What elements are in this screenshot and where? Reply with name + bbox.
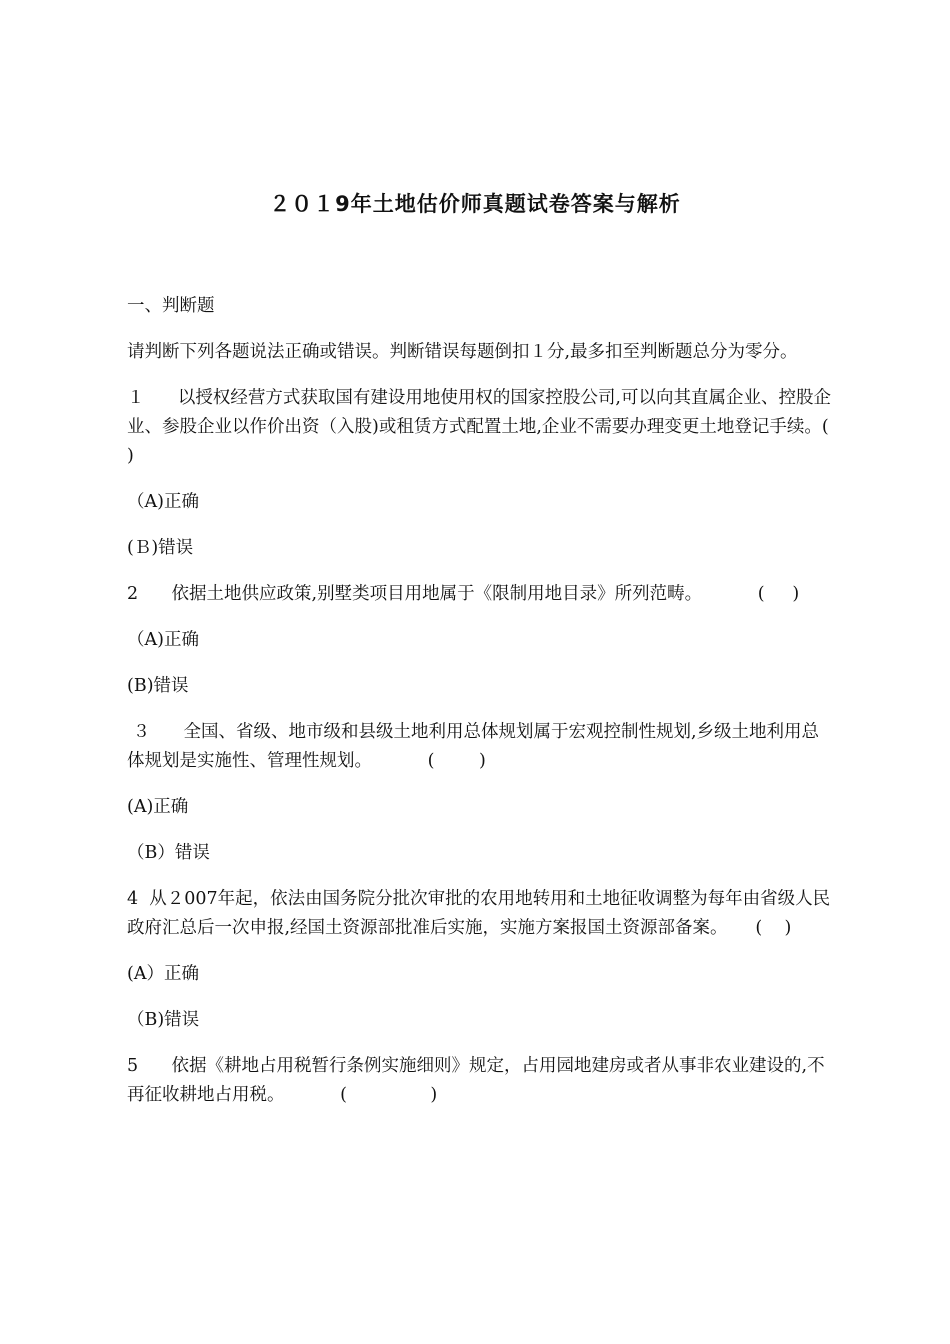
question-3-option-a: (A)正确 bbox=[127, 797, 189, 817]
question-3 bbox=[127, 718, 833, 776]
question-2-option-b: (B)错误 bbox=[127, 676, 189, 696]
question-text: 从２007年起，依法由国务院分批次审批的农用地转用和土地征收调整为每年由省级人民政府汇总后一次申报,经国土资源部批准后实施，实施方案报国土资源部备案。 ( ) bbox=[127, 889, 831, 938]
section-heading: 一、判断题 bbox=[127, 296, 215, 316]
question-text: 全国、省级、地市级和县级土地利用总体规划属于宏观控制性规划,乡级土地利用总体规划是实施性、管理性规划。 ( ) bbox=[127, 722, 820, 771]
question-4-option-b: （B)错误 bbox=[127, 1010, 200, 1030]
question-number: ３ bbox=[132, 722, 151, 742]
question-4-option-a: (A）正确 bbox=[127, 964, 199, 984]
question-number: 5 bbox=[127, 1056, 139, 1076]
question-1 bbox=[127, 384, 851, 471]
question-number: 2 bbox=[127, 584, 139, 604]
question-5 bbox=[127, 1052, 833, 1110]
question-text: 依据土地供应政策,别墅类项目用地属于《限制用地目录》所列范畴。 ( ) bbox=[171, 584, 800, 604]
question-text: 依据《耕地占用税暂行条例实施细则》规定，占用园地建房或者从事非农业建设的,不再征收耕地占用税。 ( ) bbox=[127, 1056, 825, 1105]
question-number: 4 bbox=[127, 889, 139, 909]
question-3-option-b: （B）错误 bbox=[127, 843, 210, 863]
question-text: 以授权经营方式获取国有建设用地使用权的国家控股公司,可以向其直属企业、控股企业、参股企业以作价出资（入股)或租赁方式配置土地,企业不需要办理变更土地登记手续。( ) bbox=[127, 388, 851, 466]
question-1-option-a: （A)正确 bbox=[127, 492, 199, 512]
question-1-option-b: (Ｂ)错误 bbox=[127, 538, 194, 558]
instructions-paragraph: 请判断下列各题说法正确或错误。判断错误每题倒扣１分,最多扣至判断题总分为零分。 bbox=[127, 342, 798, 362]
document-body bbox=[127, 292, 851, 1127]
question-2 bbox=[127, 580, 833, 609]
question-2-option-a: （A)正确 bbox=[127, 630, 199, 650]
document-title: ２０１9年土地估价师真题试卷答案与解析 bbox=[269, 192, 681, 216]
question-4 bbox=[127, 885, 833, 943]
question-number: １ bbox=[127, 388, 145, 408]
